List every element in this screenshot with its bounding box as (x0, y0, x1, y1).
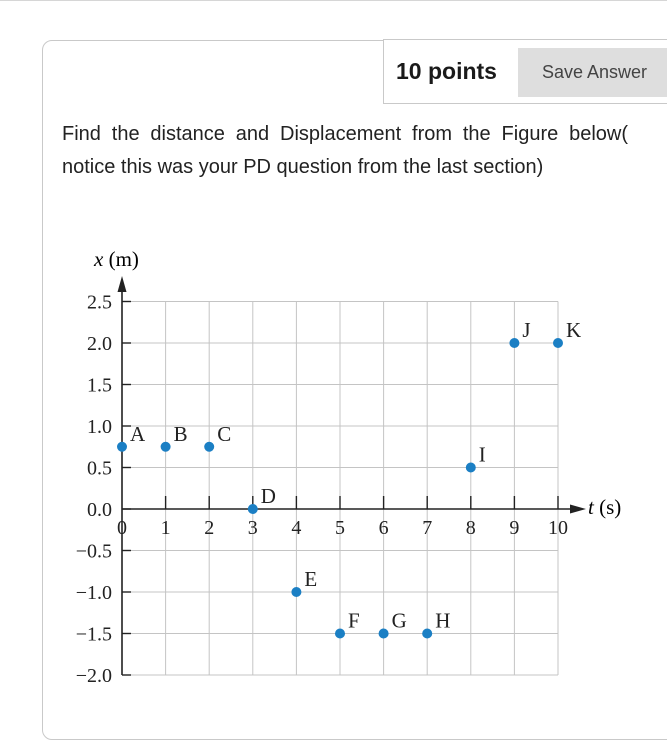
y-tick-label: 2.5 (87, 291, 112, 314)
save-answer-button[interactable]: Save Answer (518, 48, 667, 97)
x-tick-label: 0 (117, 517, 127, 539)
top-divider (0, 0, 667, 1)
y-axis-label-unit: (m) (108, 247, 139, 271)
data-point-g (379, 629, 389, 639)
y-tick-label: 1.5 (87, 374, 112, 397)
x-tick-label: 10 (548, 517, 568, 539)
y-tick-label: 0.0 (87, 499, 112, 521)
y-axis-arrowhead (118, 276, 127, 292)
y-tick-label: −1.0 (75, 582, 112, 604)
data-point-j (509, 338, 519, 348)
x-axis-label-unit: (s) (599, 495, 622, 519)
x-tick-label: 5 (335, 517, 345, 539)
x-axis-label (588, 495, 621, 519)
x-tick-label: 3 (247, 517, 258, 539)
point-label-f: F (348, 608, 360, 633)
x-tick-label: 6 (378, 517, 389, 539)
data-points (117, 318, 581, 639)
data-point-a (117, 442, 127, 452)
data-point-d (248, 504, 258, 514)
x-tick-labels (117, 517, 568, 539)
point-label-a: A (130, 421, 146, 446)
x-tick-label: 8 (465, 517, 476, 539)
data-point-e (291, 587, 301, 597)
data-point-h (422, 629, 432, 639)
x-tick-label: 9 (509, 517, 520, 539)
x-axis-label-symbol: t (588, 495, 600, 519)
point-label-b: B (173, 421, 188, 446)
y-tick-label: −2.0 (75, 665, 112, 687)
point-label-d: D (260, 484, 276, 508)
chart-grid (122, 302, 558, 676)
y-tick-label: 1.0 (87, 416, 112, 438)
y-tick-label: 2.0 (87, 333, 112, 355)
data-point-b (161, 442, 171, 452)
question-text: Find the distance and Displacement from the Figure below( notice this was your PD question from the last section) (62, 123, 628, 178)
x-tick-label: 7 (422, 517, 433, 539)
point-label-j: J (522, 318, 531, 342)
y-axis-label (93, 247, 139, 271)
point-label-h: H (435, 608, 451, 633)
data-point-k (553, 338, 563, 348)
x-tick-label: 2 (204, 517, 215, 539)
data-point-c (204, 442, 214, 452)
y-axis-label-symbol: x (94, 247, 109, 271)
y-tick-label: −0.5 (75, 540, 112, 563)
y-tick-labels (76, 292, 112, 688)
point-label-e: E (304, 567, 318, 591)
question-header (383, 39, 667, 104)
point-label-k: K (566, 318, 582, 342)
point-label-g: G (391, 608, 407, 633)
y-tick-label: 0.5 (87, 457, 112, 480)
x-axis-arrowhead (570, 505, 586, 514)
position-time-chart (50, 236, 650, 700)
points-label: 10 points (396, 58, 497, 84)
y-tick-label: −1.5 (75, 623, 112, 646)
x-tick-label: 1 (160, 517, 171, 539)
x-tick-label: 4 (291, 517, 302, 539)
data-point-f (335, 629, 345, 639)
point-label-c: C (217, 421, 232, 446)
point-label-i: I (478, 442, 486, 467)
data-point-i (466, 463, 476, 473)
